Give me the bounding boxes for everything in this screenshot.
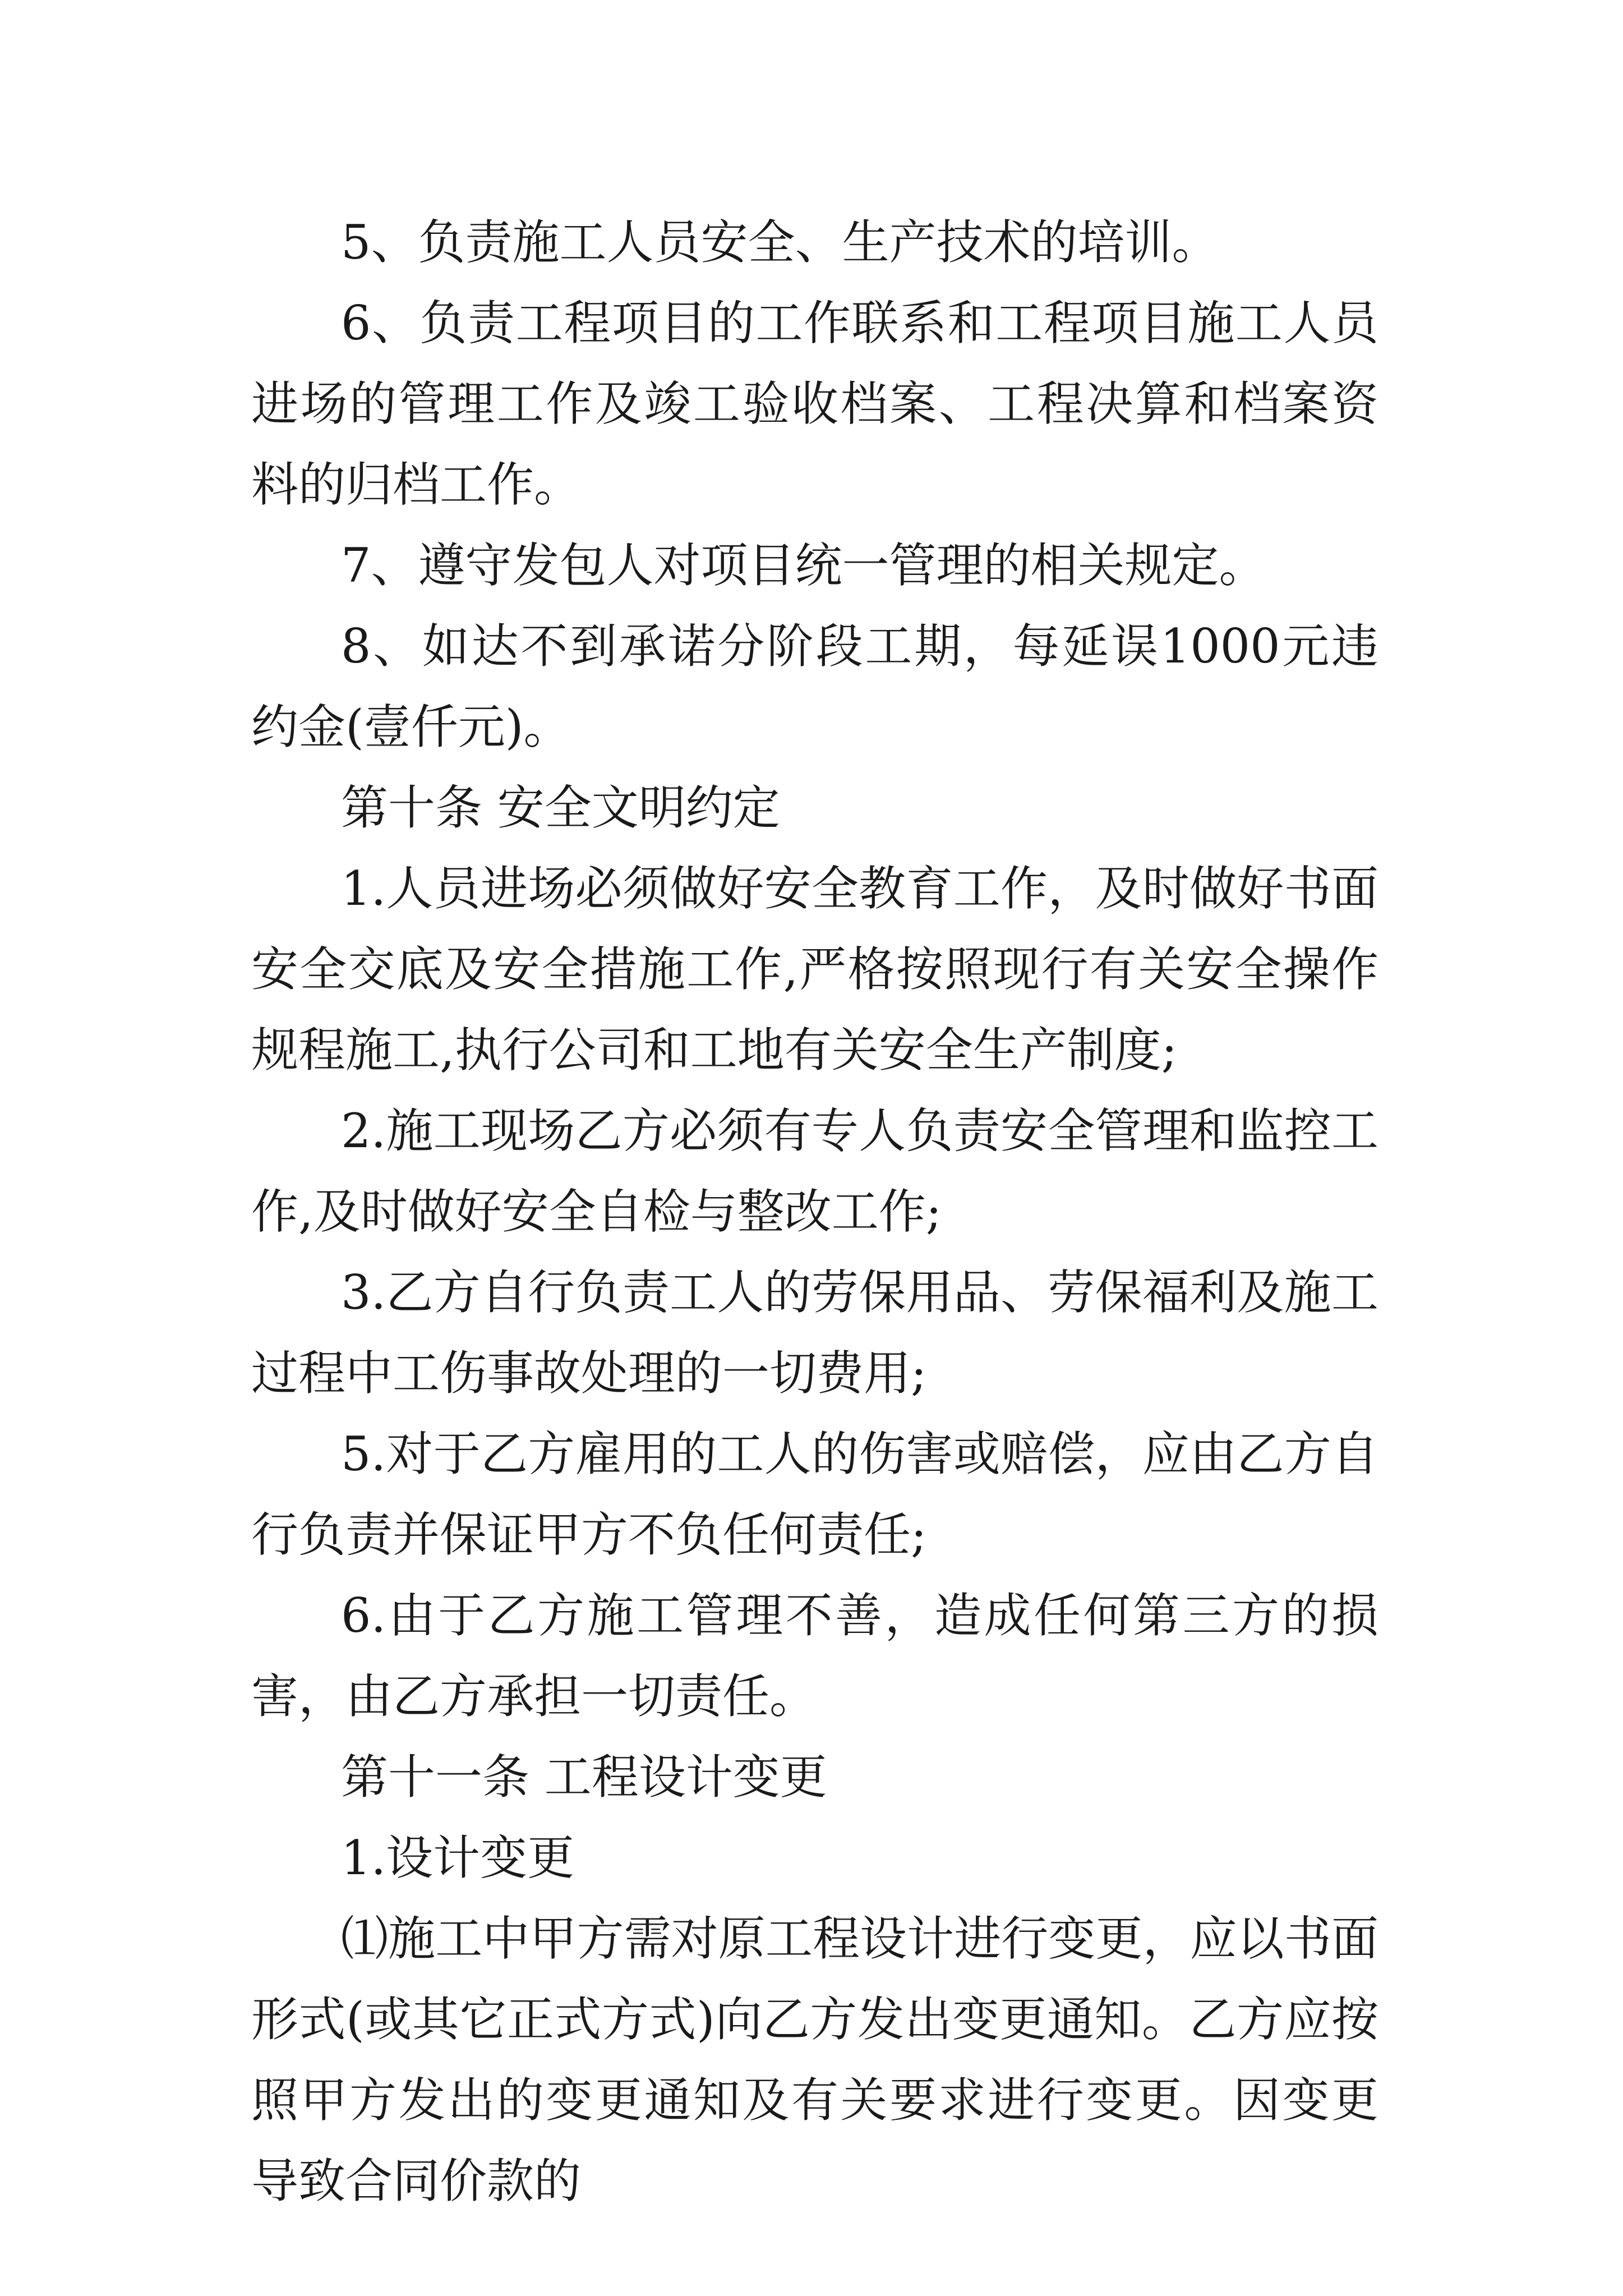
clause-7-compliance: 7、遵守发包人对项目统一管理的相关规定。 xyxy=(341,538,1266,593)
clause-5-training: 5、负责施工人员安全、生产技术的培训。 xyxy=(341,215,1219,270)
safety-item-6: 6.由于乙方施工管理不善，造成任何第三方的损害，由乙方承担一切责任。 xyxy=(251,1588,1378,1724)
design-change-item-1: ⑴施工中甲方需对原工程设计进行变更，应以书面形式(或其它正式方式)向乙方发出变更通知。乙方应按照甲方发出的变更通知及有关要求进行变更。因变更导致合同价款的 xyxy=(251,1911,1378,2208)
article-10-heading: 第十条 安全文明约定 xyxy=(341,780,780,835)
safety-item-1: 1.人员进场必须做好安全教育工作，及时做好书面安全交底及安全措施工作,严格按照现行有关安全操作规程施工,执行公司和工地有关安全生产制度; xyxy=(251,861,1378,1078)
safety-item-3: 3.乙方自行负责工人的劳保用品、劳保福利及施工过程中工伤事故处理的一切费用; xyxy=(251,1265,1378,1401)
design-change-subheading: 1.设计变更 xyxy=(341,1830,575,1885)
document-body xyxy=(251,202,1378,2221)
clause-6-coordination: 6、负责工程项目的工作联系和工程项目施工人员进场的管理工作及竣工验收档案、工程决算和档案资料的归档工作。 xyxy=(251,296,1378,512)
article-11-heading: 第十一条 工程设计变更 xyxy=(341,1750,827,1805)
safety-item-2: 2.施工现场乙方必须有专人负责安全管理和监控工作,及时做好安全自检与整改工作; xyxy=(251,1103,1378,1239)
clause-8-penalty: 8、如达不到承诺分阶段工期，每延误1000元违约金(壹仟元)。 xyxy=(251,619,1378,754)
safety-item-5: 5.对于乙方雇用的工人的伤害或赔偿，应由乙方自行负责并保证甲方不负任何责任; xyxy=(251,1427,1378,1562)
